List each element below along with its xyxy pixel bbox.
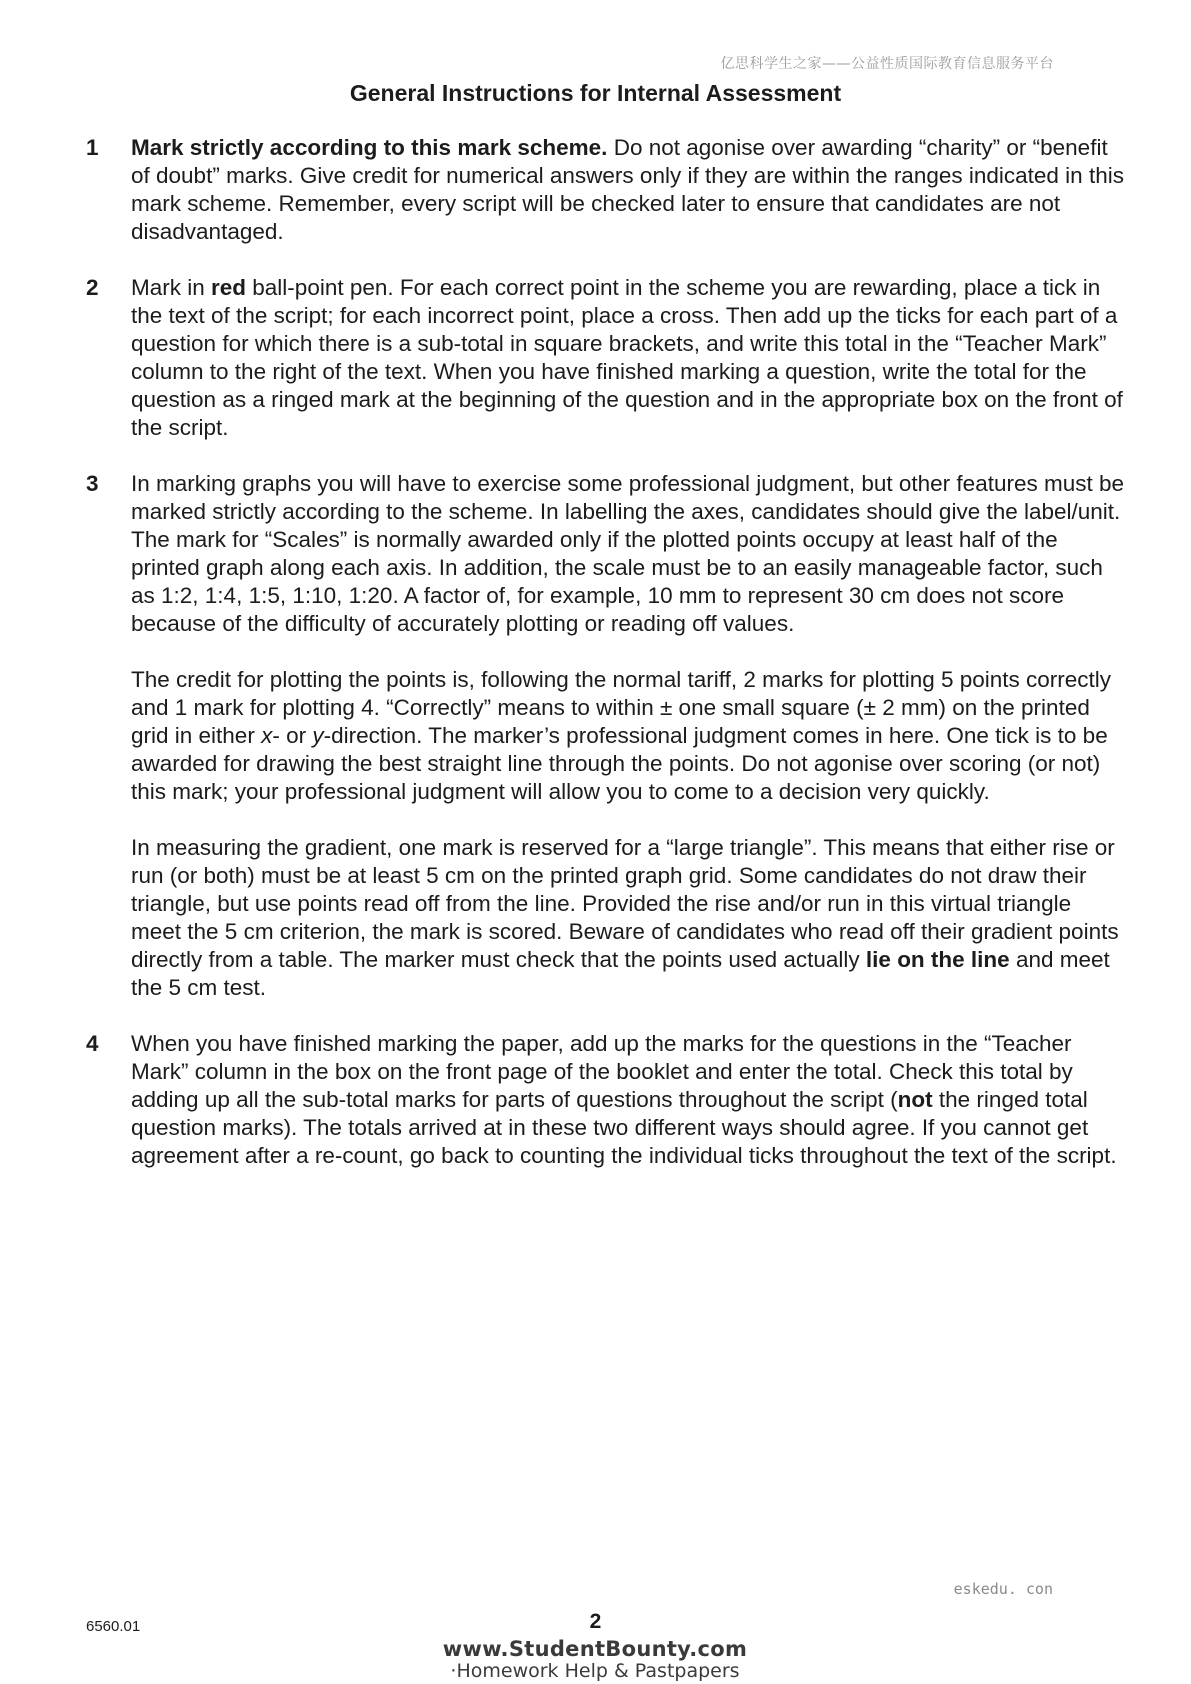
instruction-item [86, 470, 1126, 1002]
instruction-number: 1 [86, 135, 99, 160]
instruction-paragraph [131, 666, 1126, 806]
banner-tagline: ·Homework Help & Pastpapers [450, 1660, 740, 1682]
header-watermark: 亿思科学生之家——公益性质国际教育信息服务平台 [720, 56, 1054, 72]
footer-watermark: eskedu. con [953, 1580, 1053, 1598]
banner-url[interactable]: www.StudentBounty.com [442, 1637, 748, 1661]
text-run: The credit for plotting the points is, following the normal tariff, 2 marks for plotting 5 points correctly and 1 mark for plotting 4. “Correctly” means to within ± one small square (± 2 mm) on the printed grid in either [131, 667, 1112, 748]
text-run: Mark in [131, 275, 212, 300]
text-run: x [261, 723, 273, 748]
text-run: lie on the line [865, 947, 1010, 972]
paper-code: 6560.01 [86, 1618, 141, 1635]
text-run: y [312, 723, 324, 748]
instruction-paragraph [131, 470, 1126, 638]
instruction-item [86, 134, 1126, 246]
instruction-number: 4 [86, 1031, 99, 1056]
text-run: Do not agonise over awarding “charity” or “benefit of doubt” marks. Give credit for numerical answers only if they are within the ranges indicated in this mark scheme. Remember, every script will be checked later to ensure that candidates are not disadvantaged. [131, 135, 1124, 244]
page-title: General Instructions for Internal Assessment [349, 80, 842, 106]
text-run: ball-point pen. For each correct point in the scheme you are rewarding, place a tick in the text of the script; for each incorrect point, place a cross. Then add up the ticks for each part of a question for which there is a sub-total in square brackets, and write this total in the “Teacher Mark” column to the right of the text. When you have finished marking a question, write the total for the question as a ringed mark at the beginning of the question and in the appropriate box on the front of the script. [131, 275, 1123, 440]
instruction-paragraph [131, 834, 1126, 1002]
text-run: When you have finished marking the paper, add up the marks for the questions in the “Teacher Mark” column in the box on the front page of the booklet and enter the total. Check this total by adding up all the sub-total marks for parts of questions throughout the script ( [131, 1031, 1073, 1112]
text-run: the ringed total question marks). The totals arrived at in these two different ways should agree. If you cannot get agreement after a re-count, go back to counting the individual ticks throughout the text of the script. [131, 1087, 1117, 1168]
instruction-paragraph [131, 274, 1126, 442]
text-run: In measuring the gradient, one mark is reserved for a “large triangle”. This means that either rise or run (or both) must be at least 5 cm on the printed graph grid. Some candidates do not draw their triangle, but use points read off from the line. Provided the rise and/or run in this virtual triangle meet the 5 cm criterion, the mark is scored. Beware of candidates who read off their gradient points directly from a table. The marker must check that the points used actually [131, 835, 1119, 972]
page-number: 2 [589, 1610, 602, 1633]
text-run: red [211, 275, 247, 300]
instruction-number: 2 [86, 275, 99, 300]
instruction-paragraph [131, 134, 1126, 246]
text-run: and meet the 5 cm test. [131, 947, 1110, 1000]
text-run: - or [272, 723, 313, 748]
instruction-list [86, 134, 1126, 1198]
instruction-paragraph [131, 1030, 1126, 1170]
text-run: not [897, 1087, 933, 1112]
text-run: Mark strictly according to this mark scheme. [131, 135, 608, 160]
text-run: -direction. The marker’s professional judgment comes in here. One tick is to be awarded for drawing the best straight line through the points. Do not agonise over scoring (or not) this mark; your professional judgment will allow you to come to a decision very quickly. [131, 723, 1108, 804]
instruction-item [86, 1030, 1126, 1170]
instruction-number: 3 [86, 471, 99, 496]
text-run: In marking graphs you will have to exercise some professional judgment, but other features must be marked strictly according to the scheme. In labelling the axes, candidates should give the label/unit. The mark for “Scales” is normally awarded only if the plotted points occupy at least half of the printed graph along each axis. In addition, the scale must be to an easily manageable factor, such as 1:2, 1:4, 1:5, 1:10, 1:20. A factor of, for example, 10 mm to represent 30 cm does not score because of the difficulty of accurately plotting or reading off values. [131, 471, 1125, 636]
instruction-item [86, 274, 1126, 442]
studentbounty-banner[interactable] [440, 1638, 750, 1682]
